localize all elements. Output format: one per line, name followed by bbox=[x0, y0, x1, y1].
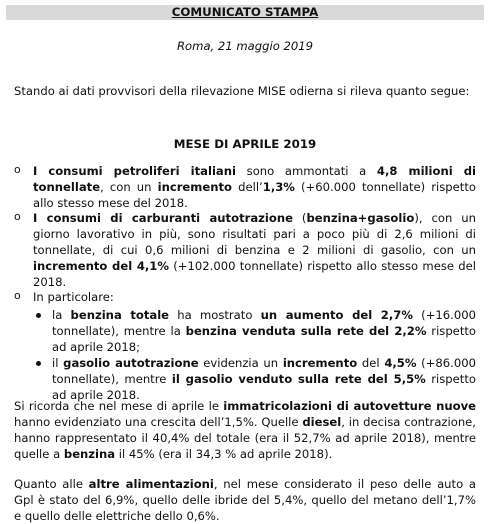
bullet-marker: o bbox=[14, 289, 21, 302]
text-run: hanno evidenziato una crescita dell’1,5%. Quelle bbox=[14, 415, 303, 429]
bold-text: incremento bbox=[157, 180, 232, 194]
intro-text: Stando ai dati provvisori della rilevazione MISE odierna si rileva quanto segue: bbox=[14, 84, 470, 98]
text-run: rispetto ad aprile 2018. bbox=[52, 372, 476, 402]
text-run: , nel mese considerato il peso delle auto a Gpl è stato del 6,9%, quello delle ibride del 5,4%, quello del metano dell’1,7% e quello delle elettriche dello 0,6%. bbox=[14, 477, 476, 523]
text-run: sono ammontati a bbox=[235, 164, 377, 178]
page-title: COMUNICATO STAMPA bbox=[171, 5, 319, 19]
bullet-marker: o bbox=[14, 210, 21, 223]
text-run: il bbox=[52, 356, 64, 370]
bold-text: benzina bbox=[63, 447, 116, 461]
text-run: (+16.000 tonnellate), mentre la bbox=[52, 308, 476, 338]
bold-text: incremento bbox=[282, 356, 358, 370]
text-run: (+102.000 tonnellate) rispetto allo stesso mese del 2018. bbox=[33, 259, 477, 289]
text-run: rispetto ad aprile 2018; bbox=[52, 324, 477, 354]
text-run: , con un bbox=[100, 180, 158, 194]
text-run: , in decisa contrazione, hanno rappresentato il 40,4% del totale (era il 52,7% ad aprile 2018), mentre quelle a bbox=[14, 415, 476, 461]
paragraph-altre-alimentazioni bbox=[14, 476, 476, 524]
bullet-consumi-petroliferi bbox=[14, 163, 476, 211]
bullet-text bbox=[33, 163, 476, 211]
bullet-intro: In particolare: bbox=[33, 290, 114, 304]
text-run: ), con un giorno lavorativo in più, sono risultati pari a poco più di 2,6 milioni di tonnellate, di cui 0,6 milioni di benzina e 2 milioni di gasolio, con un bbox=[33, 211, 476, 257]
sub-item-gasolio bbox=[33, 355, 476, 403]
text-run: del bbox=[357, 356, 385, 370]
bold-text: I consumi petroliferi italiani bbox=[33, 164, 236, 178]
text-run: ha mostrato bbox=[169, 308, 261, 322]
section-heading: MESE DI APRILE 2019 bbox=[173, 137, 317, 151]
bold-text: 4,5% bbox=[384, 356, 417, 370]
paragraph-immatricolazioni bbox=[14, 398, 476, 462]
bold-text: diesel bbox=[302, 415, 342, 429]
bullet-marker: o bbox=[14, 163, 21, 176]
bold-text: 1,3% bbox=[262, 180, 295, 194]
bullet-dot-icon bbox=[36, 361, 41, 366]
text-run: (+86.000 tonnellate), mentre bbox=[52, 356, 476, 386]
text-run: Si ricorda che nel mese di aprile le bbox=[14, 399, 224, 413]
text-run: ( bbox=[292, 211, 307, 225]
text-run: il 45% (era il 34,3 % ad aprile 2018). bbox=[115, 447, 333, 461]
bold-text: gasolio autotrazione bbox=[63, 356, 199, 370]
bold-text: benzina totale bbox=[70, 308, 170, 322]
bold-text: immatricolazioni di autovetture nuove bbox=[223, 399, 476, 413]
bold-text: benzina venduta sulla rete del 2,2% bbox=[185, 324, 427, 338]
bullet-carburanti-autotrazione bbox=[14, 210, 476, 290]
bullet-dot-icon bbox=[36, 313, 41, 318]
text-run: Quanto alle bbox=[14, 477, 89, 491]
bold-text: I consumi di carburanti autotrazione bbox=[33, 211, 293, 225]
text-run: (+60.000 tonnellate) rispetto allo stesso mese del 2018. bbox=[33, 180, 476, 210]
dateline: Roma, 21 maggio 2019 bbox=[177, 39, 313, 53]
bullet-text bbox=[33, 210, 476, 290]
bold-text: altre alimentazioni bbox=[88, 477, 214, 491]
bullet-in-particolare bbox=[14, 289, 476, 403]
bold-text: incremento del 4,1% bbox=[33, 259, 169, 273]
bold-text: 4,8 milioni di tonnellate bbox=[33, 164, 476, 194]
bold-text: un aumento del 2,7% bbox=[260, 308, 413, 322]
sub-item-benzina bbox=[33, 307, 476, 355]
text-run: dell’ bbox=[232, 180, 263, 194]
sub-list bbox=[33, 307, 476, 403]
bold-text: il gasolio venduto sulla rete del 5,5% bbox=[171, 372, 426, 386]
text-run: la bbox=[52, 308, 71, 322]
bold-text: benzina+gasolio bbox=[306, 211, 415, 225]
text-run: evidenzia un bbox=[198, 356, 283, 370]
